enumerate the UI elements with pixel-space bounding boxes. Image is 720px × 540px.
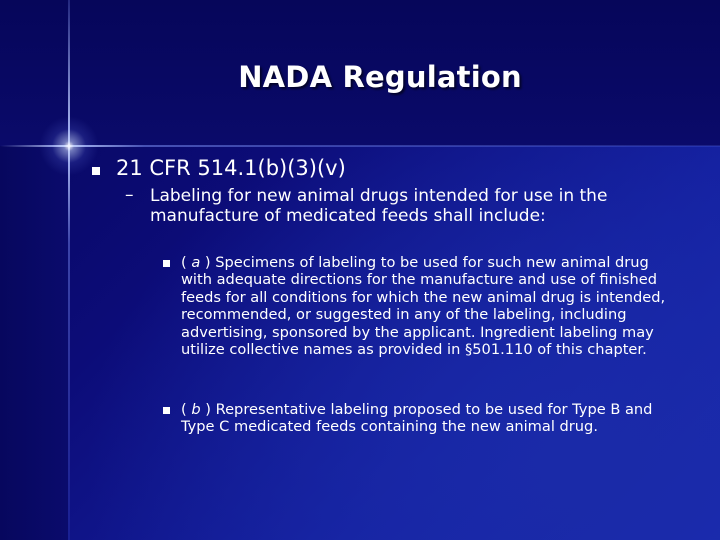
item-open-paren: ( [181, 401, 192, 418]
bullet-square-icon [92, 167, 100, 175]
item-text: Specimens of labeling to be used for such new animal drug with adequate directions for the manufacture and use of finished feeds for all conditions for which the new animal drug is intended, recommended, or suggested in any of the labeling, including advertising, sponsored by the applicant. Ingredient labeling may utilize collective names as provided in §501.110 of this chapter. [181, 254, 666, 359]
bullet-level2-text: Labeling for new animal drugs intended for use in the manufacture of medicated feeds shall include: [150, 186, 608, 226]
item-close-paren: ) [200, 254, 211, 271]
bullet-square-icon [163, 260, 170, 267]
list-item-a [181, 254, 679, 358]
item-text: Representative labeling proposed to be used for Type B and Type C medicated feeds containing the new animal drug. [181, 401, 653, 436]
sparkle-icon [39, 116, 99, 176]
left-band [0, 146, 68, 540]
dash-marker: – [125, 185, 134, 205]
bullet-square-icon [163, 407, 170, 414]
item-open-paren: ( [181, 254, 192, 271]
item-letter: b [191, 401, 201, 418]
item-letter: a [191, 254, 201, 271]
list-item-b [181, 401, 679, 436]
bullet-level1-text: 21 CFR 514.1(b)(3)(v) [116, 156, 346, 180]
item-close-paren: ) [200, 401, 211, 418]
horizontal-rule [0, 145, 720, 147]
slide-title: NADA Regulation [238, 60, 522, 94]
